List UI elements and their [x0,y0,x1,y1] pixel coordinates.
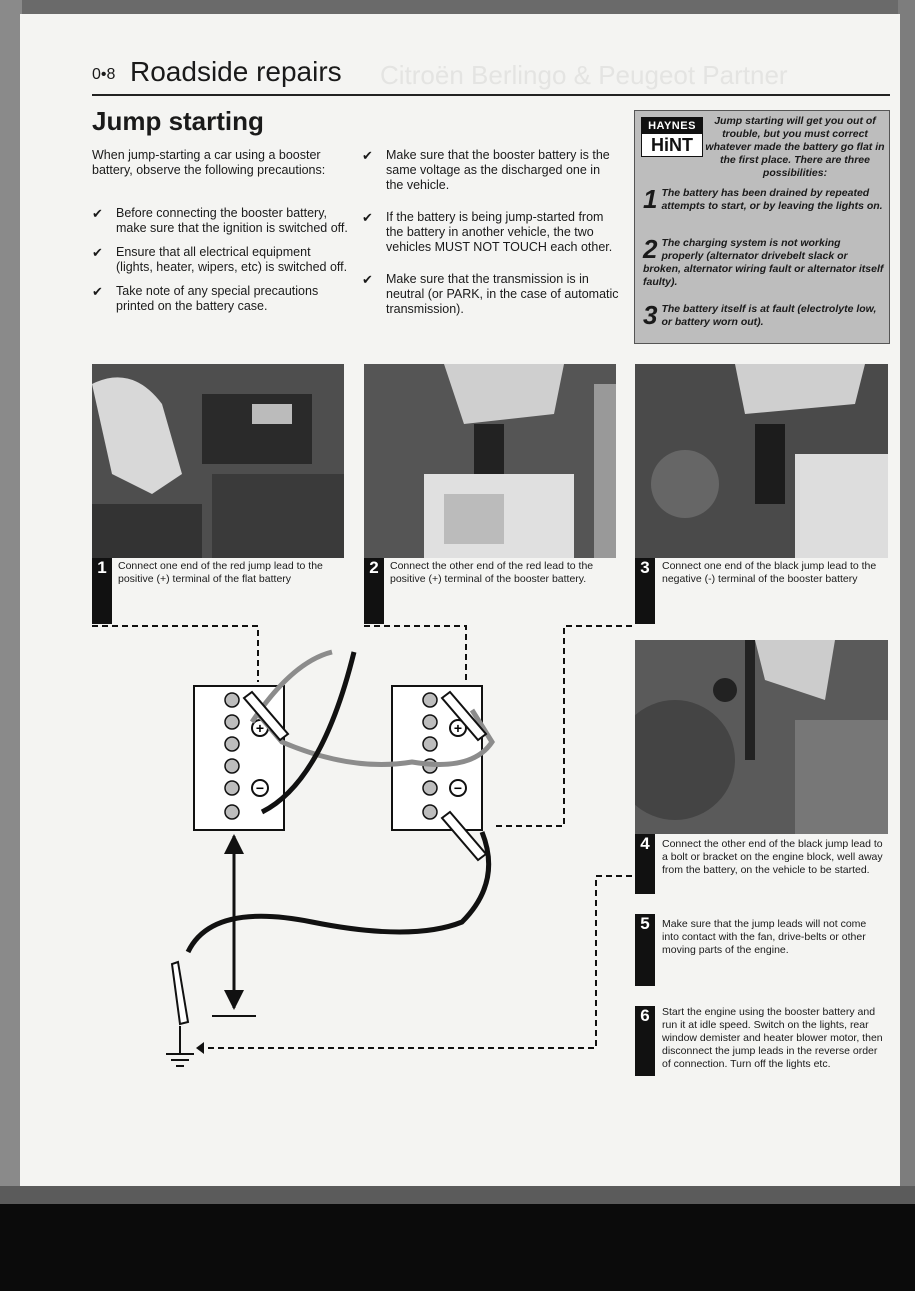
step-3-caption: Connect one end of the black jump lead to the negative (-) terminal of the booster battery [662,560,877,585]
step-1-caption: Connect one end of the red jump lead to the positive (+) terminal of the flat battery [118,560,323,585]
hint-item: 2 The charging system is not working properly (alternator drivebelt slack or broken, alternator wiring fault or alternator itself faulty). [643,234,884,288]
photo-illustration [635,364,888,558]
list-item: ✔ Take note of any special precautions printed on the battery case. [92,284,319,313]
page-number: 0•8 [92,66,116,83]
leader-line-step-3 [496,626,632,826]
section-title: Roadside repairs [130,56,342,87]
scan-left-edge [0,0,22,1200]
photo-illustration [364,364,616,558]
leader-line-step-2 [364,626,466,682]
bleed-through-text: Citroën Berlingo & Peugeot Partner [380,60,788,90]
tick-icon: ✔ [92,245,103,260]
scan-right-edge [898,0,915,1200]
tick-icon: ✔ [362,148,373,163]
tick-icon: ✔ [362,210,373,225]
step-1-number: 1 [92,558,112,624]
intro-paragraph: When jump-starting a car using a booster battery, observe the following precautions: [92,148,326,177]
step-5-caption: Make sure that the jump leads will not come into contact with the fan, drive-belts or other moving parts of the engine. [662,918,867,956]
precautions-left-list [92,206,350,323]
photo-step-1 [92,364,344,558]
booster-positive-symbol: + [453,720,463,736]
step-6-number: 6 [635,1006,655,1076]
step-6-caption: Start the engine using the booster battery and run it at idle speed. Switch on the lights, rear window demister and heater blower motor, then disconnect the jump leads in the reverse order of connection. Turn off the lights etc. [662,1006,883,1070]
photo-illustration [635,640,888,834]
hint-item: 3 The battery itself is at fault (electrolyte low, or battery worn out). [643,300,877,330]
scan-bottom-band [0,1186,915,1204]
photo-illustration [92,364,344,558]
hint-item: 1 The battery has been drained by repeated attempts to start, or by leaving the lights on. [643,184,883,214]
step-4-caption: Connect the other end of the black jump lead to a bolt or bracket on the engine block, well away from the battery, on the vehicle to be started. [662,838,883,876]
step-5-number: 5 [635,914,655,986]
flat-negative-symbol: − [255,780,265,796]
list-item: ✔ Before connecting the booster battery, make sure that the ignition is switched off. [92,206,348,235]
list-item: ✔ If the battery is being jump-started from the battery in another vehicle, the two vehicles MUST NOT TOUCH each other. [362,210,613,254]
tick-icon: ✔ [92,284,103,299]
step-2-number: 2 [364,558,384,624]
photo-step-3 [635,364,888,558]
logo-hint: HiNT [651,135,693,155]
photo-step-2 [364,364,616,558]
jump-lead-diagram [92,622,632,1082]
leader-line-step-1 [92,626,258,682]
arrow-up-icon [224,834,244,854]
haynes-hint-box [634,110,890,344]
arrow-down-icon [224,990,244,1010]
earth-ground-icon [166,1026,194,1066]
leader-arrowhead-icon [196,1042,204,1054]
flat-positive-symbol: + [255,720,265,736]
tick-icon: ✔ [362,272,373,287]
list-item: ✔ Make sure that the booster battery is the same voltage as the discharged one in the vehicle. [362,148,610,192]
tick-icon: ✔ [92,206,103,221]
haynes-hint-logo [641,117,703,157]
header-rule [92,94,890,96]
hint-intro: Jump starting will get you out of trouble, but you must correct whatever made the battery go flat in the first place. There are three possibilities: [705,115,885,179]
list-item: ✔ Ensure that all electrical equipment (lights, heater, wipers, etc) is switched off. [92,245,348,274]
logo-haynes: HAYNES [642,118,702,134]
step-4-number: 4 [635,834,655,894]
list-item: ✔ Make sure that the transmission is in neutral (or PARK, in the case of automatic transmission). [362,272,619,316]
scan-bottom-black [0,1204,915,1291]
step-2-caption: Connect the other end of the red lead to the positive (+) terminal of the booster battery. [390,560,594,585]
photo-step-4 [635,640,888,834]
step-3-number: 3 [635,558,655,624]
booster-negative-symbol: − [453,780,463,796]
precautions-right-list [362,148,620,334]
page-title: Jump starting [92,106,264,136]
leader-line-step-4 [202,876,632,1048]
